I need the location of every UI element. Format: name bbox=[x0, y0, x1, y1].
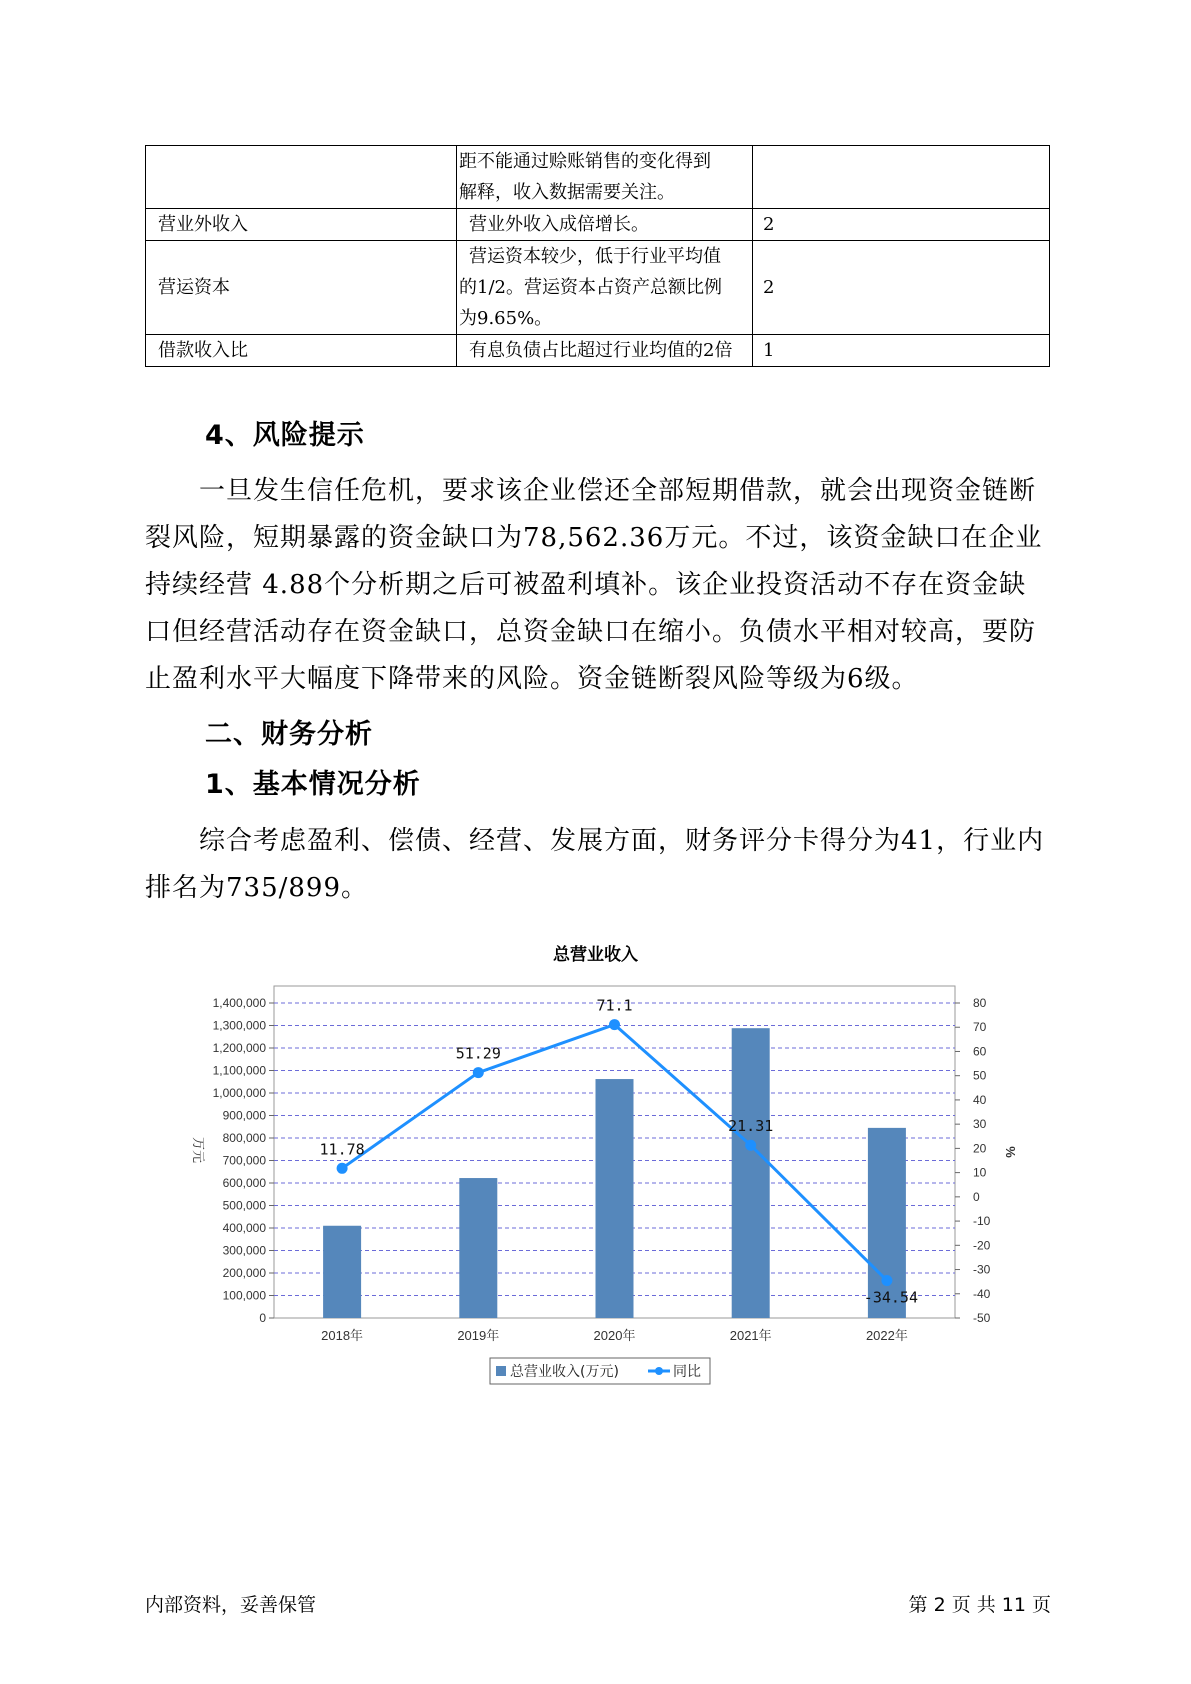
legend-line-marker bbox=[655, 1367, 663, 1375]
series-point bbox=[745, 1140, 756, 1151]
basic-paragraph-text: 综合考虑盈利、偿债、经营、发展方面，财务评分卡得分为41，行业内排名为735/899。 bbox=[145, 826, 1045, 903]
y2-tick-label: -50 bbox=[973, 1311, 991, 1325]
description-line: 距不能通过赊账销售的变化得到 bbox=[459, 151, 711, 172]
y2-tick-label: 0 bbox=[973, 1189, 980, 1204]
y-tick-label: 500,000 bbox=[222, 1198, 266, 1213]
y2-tick-label: 40 bbox=[973, 1092, 987, 1107]
bar bbox=[596, 1079, 634, 1318]
footer-left: 内部资料，妥善保管 bbox=[145, 1594, 317, 1616]
y-tick-label: 600,000 bbox=[222, 1176, 266, 1190]
y2-tick-label: -20 bbox=[973, 1238, 991, 1253]
bar bbox=[459, 1178, 497, 1318]
y2-tick-label: 30 bbox=[973, 1117, 987, 1132]
y-tick-label: 1,100,000 bbox=[212, 1063, 266, 1078]
y2-tick-label: 70 bbox=[973, 1020, 987, 1035]
x-tick-label: 2022年 bbox=[865, 1328, 908, 1343]
y-tick-label: 1,300,000 bbox=[212, 1018, 266, 1033]
basic-heading: 1、基本情况分析 bbox=[205, 769, 421, 800]
y-tick-label: 700,000 bbox=[222, 1153, 266, 1168]
y-tick-label: 800,000 bbox=[222, 1131, 266, 1145]
series-point bbox=[473, 1067, 484, 1078]
y2-tick-label: 20 bbox=[973, 1141, 987, 1156]
data-label: 11.78 bbox=[319, 1140, 365, 1159]
risk-item-level: 1 bbox=[753, 335, 1050, 367]
risk-item-name: 借款收入比 bbox=[146, 335, 457, 367]
data-label: 21.31 bbox=[728, 1117, 774, 1136]
x-tick-label: 2021年 bbox=[729, 1328, 772, 1343]
y2-tick-label: -10 bbox=[973, 1214, 991, 1229]
y2-axis-label: % bbox=[1003, 1146, 1018, 1158]
y-tick-label: 200,000 bbox=[222, 1266, 266, 1280]
description-line: 营运资本较少，低于行业平均值 bbox=[469, 246, 721, 267]
description-line: 营业外收入成倍增长。 bbox=[469, 214, 649, 235]
risk-paragraph-text: 一旦发生信任危机，要求该企业偿还全部短期借款，就会出现资金链断裂风险，短期暴露的资金缺口为78,562.36万元。不过，该资金缺口在企业持续经营 4.88个分析期之后可被盈利填补。该企业投资活动不存在资金缺口但经营活动存在资金缺口，总资金缺口在缩小。负债水平相对较高，要防止盈利水平大幅度下降带来的风险。资金链断裂风险等级为6级。 bbox=[145, 476, 1043, 694]
x-tick-label: 2018年 bbox=[321, 1328, 364, 1343]
y2-tick-label: 10 bbox=[973, 1165, 987, 1180]
y-tick-label: 0 bbox=[259, 1311, 266, 1325]
y-tick-label: 100,000 bbox=[222, 1288, 266, 1303]
data-label: -34.54 bbox=[863, 1288, 918, 1307]
description-line: 解释，收入数据需要关注。 bbox=[459, 182, 675, 203]
y2-tick-label: 50 bbox=[973, 1068, 987, 1083]
y-tick-label: 400,000 bbox=[222, 1221, 266, 1235]
risk-item-name: 营业外收入 bbox=[146, 209, 457, 241]
y-tick-label: 900,000 bbox=[222, 1108, 266, 1123]
data-label: 51.29 bbox=[455, 1044, 501, 1063]
y2-tick-label: 80 bbox=[973, 996, 987, 1010]
series-point bbox=[881, 1275, 892, 1286]
risk-heading: 4、风险提示 bbox=[205, 420, 365, 451]
description-line: 的1/2。营运资本占资产总额比例 bbox=[459, 277, 722, 298]
legend-bar-swatch bbox=[496, 1366, 506, 1376]
footer-page: 第 2 页 共 11 页 bbox=[908, 1594, 1051, 1616]
chart-title: 总营业收入 bbox=[553, 945, 638, 965]
risk-item-level: 2 bbox=[753, 241, 1050, 335]
bar bbox=[323, 1226, 361, 1318]
y-tick-label: 1,000,000 bbox=[212, 1086, 266, 1100]
y-tick-label: 300,000 bbox=[222, 1243, 266, 1258]
bar bbox=[732, 1028, 770, 1318]
risk-item-name: 营运资本 bbox=[146, 241, 457, 335]
x-tick-label: 2020年 bbox=[593, 1328, 636, 1343]
y2-tick-label: -30 bbox=[973, 1262, 991, 1277]
finance-heading: 二、财务分析 bbox=[205, 719, 373, 750]
y-axis-label: 万元 bbox=[191, 1136, 206, 1164]
series-point bbox=[337, 1163, 348, 1174]
x-tick-label: 2019年 bbox=[457, 1328, 500, 1343]
y-tick-label: 1,200,000 bbox=[212, 1041, 266, 1055]
legend-bar-label: 总营业收入(万元) bbox=[510, 1364, 619, 1380]
risk-item-level: 2 bbox=[753, 209, 1050, 241]
y-tick-label: 1,400,000 bbox=[212, 996, 266, 1010]
data-label: 71.1 bbox=[596, 996, 633, 1015]
series-point bbox=[609, 1019, 620, 1030]
description-line: 为9.65%。 bbox=[459, 308, 553, 329]
y2-tick-label: 60 bbox=[973, 1044, 987, 1059]
legend-line-label: 同比 bbox=[673, 1364, 701, 1380]
y2-tick-label: -40 bbox=[973, 1286, 991, 1301]
description-line: 有息负债占比超过行业均值的2倍 bbox=[469, 340, 733, 361]
